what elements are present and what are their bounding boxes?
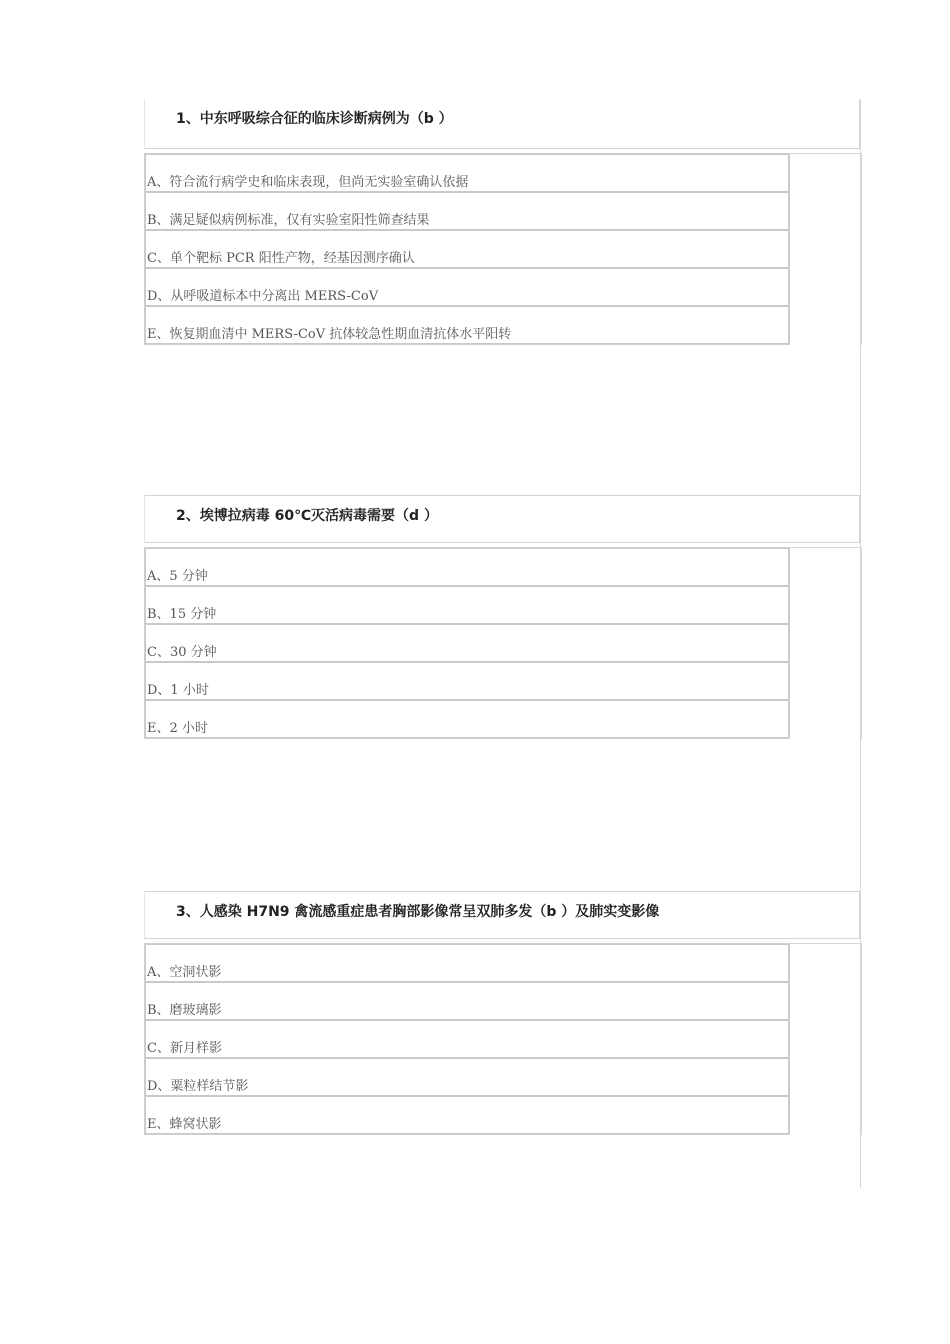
option-c[interactable] [145, 1020, 789, 1058]
options-right-cell [790, 153, 862, 345]
option-text: E、恢复期血清中 MERS-CoV 抗体较急性期血清抗体水平阳转 [147, 327, 512, 342]
options-table [144, 153, 790, 345]
option-d[interactable] [145, 268, 789, 306]
options-right-cell [790, 547, 862, 739]
options-area [144, 943, 862, 1135]
question-block-3 [144, 891, 862, 1135]
question-header [144, 891, 860, 939]
option-c[interactable] [145, 624, 789, 662]
option-a[interactable] [145, 944, 789, 982]
options-table [144, 547, 790, 739]
option-e[interactable] [145, 1096, 789, 1134]
option-text: D、粟粒样结节影 [147, 1079, 249, 1094]
option-a[interactable] [145, 548, 789, 586]
question-header [144, 99, 860, 149]
option-text: B、满足疑似病例标准，仅有实验室阳性筛查结果 [147, 213, 430, 228]
option-text: C、30 分钟 [147, 645, 217, 660]
option-text: E、蜂窝状影 [147, 1117, 222, 1132]
question-block-1 [144, 99, 862, 345]
option-a[interactable] [145, 154, 789, 192]
question-text: 1、中东呼吸综合征的临床诊断病例为（b ） [176, 111, 453, 127]
option-b[interactable] [145, 192, 789, 230]
option-c[interactable] [145, 230, 789, 268]
question-header [144, 495, 860, 543]
option-e[interactable] [145, 306, 789, 344]
options-right-cell [790, 943, 862, 1135]
option-text: A、符合流行病学史和临床表现，但尚无实验室确认依据 [147, 175, 469, 190]
option-text: A、5 分钟 [147, 569, 208, 584]
question-block-2 [144, 495, 862, 739]
option-text: A、空洞状影 [147, 965, 222, 980]
option-d[interactable] [145, 1058, 789, 1096]
option-b[interactable] [145, 982, 789, 1020]
question-text: 2、埃博拉病毒 60℃灭活病毒需要（d ） [176, 508, 438, 524]
option-text: E、2 小时 [147, 721, 208, 736]
option-e[interactable] [145, 700, 789, 738]
question-text: 3、人感染 H7N9 禽流感重症患者胸部影像常呈双肺多发（b ）及肺实变影像 [176, 904, 660, 920]
option-text: D、从呼吸道标本中分离出 MERS-CoV [147, 289, 379, 304]
option-text: B、磨玻璃影 [147, 1003, 222, 1018]
option-text: D、1 小时 [147, 683, 209, 698]
options-area [144, 153, 862, 345]
option-text: B、15 分钟 [147, 607, 217, 622]
option-text: C、单个靶标 PCR 阳性产物，经基因测序确认 [147, 251, 415, 266]
option-text: C、新月样影 [147, 1041, 222, 1056]
option-b[interactable] [145, 586, 789, 624]
options-table [144, 943, 790, 1135]
options-area [144, 547, 862, 739]
option-d[interactable] [145, 662, 789, 700]
